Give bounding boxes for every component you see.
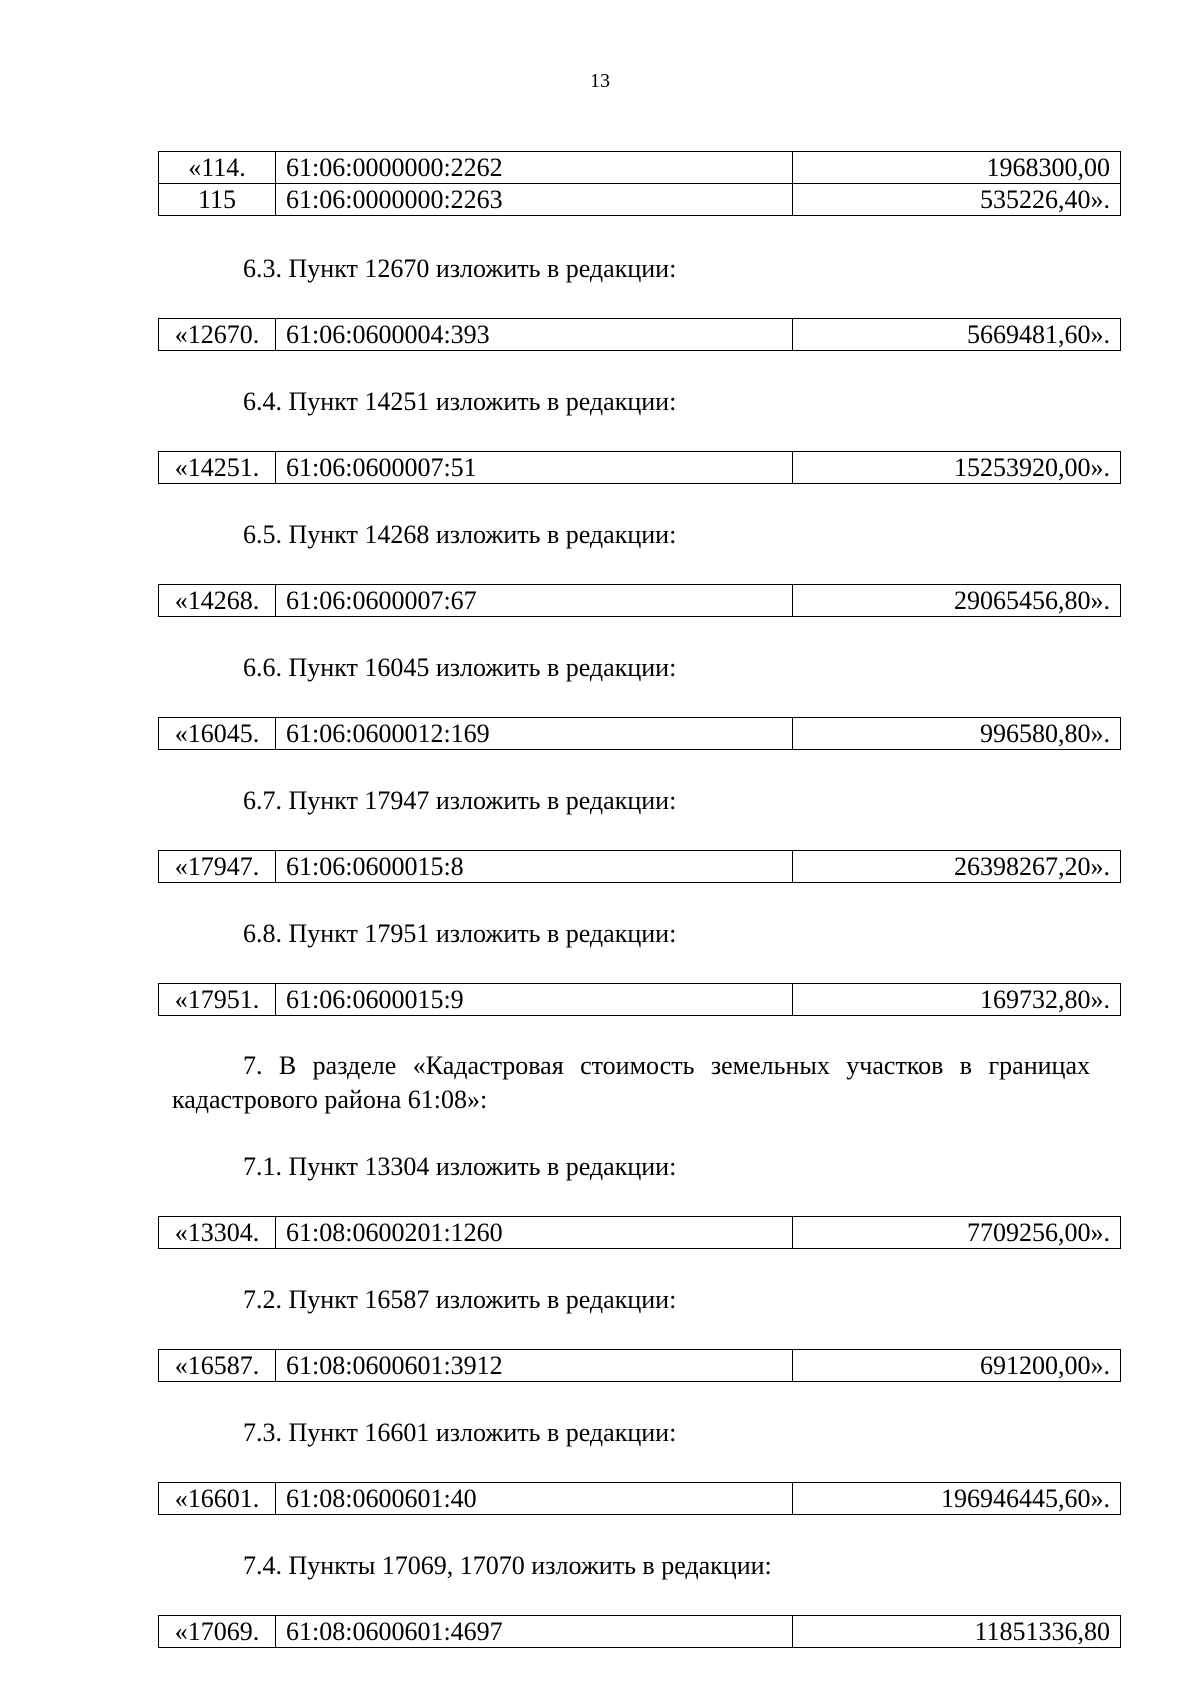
cadastral-number: 61:06:0600004:393	[276, 319, 793, 351]
paragraph-6-5: 6.5. Пункт 14268 изложить в редакции:	[243, 520, 677, 549]
cadastral-value: 196946445,60».	[793, 1483, 1121, 1515]
cadastral-table	[158, 1349, 1121, 1382]
table-row	[159, 452, 1121, 484]
cadastral-table	[158, 584, 1121, 617]
cadastral-value: 7709256,00».	[793, 1217, 1121, 1249]
item-number: «13304.	[159, 1217, 276, 1249]
cadastral-table	[158, 1482, 1121, 1515]
page-number: 13	[590, 70, 610, 92]
cadastral-table	[158, 451, 1121, 484]
item-number: «14268.	[159, 585, 276, 617]
cadastral-value: 996580,80».	[793, 718, 1121, 750]
table-row	[159, 1483, 1121, 1515]
cadastral-table	[158, 850, 1121, 883]
cadastral-table	[158, 318, 1121, 351]
table-row	[159, 184, 1121, 216]
cadastral-number: 61:06:0600015:8	[276, 851, 793, 883]
paragraph-6-7: 6.7. Пункт 17947 изложить в редакции:	[243, 786, 677, 815]
cadastral-value: 535226,40».	[793, 184, 1121, 216]
cadastral-number: 61:06:0600015:9	[276, 984, 793, 1016]
table-row	[159, 152, 1121, 184]
item-number: «16045.	[159, 718, 276, 750]
cadastral-value: 15253920,00».	[793, 452, 1121, 484]
paragraph-7-3: 7.3. Пункт 16601 изложить в редакции:	[243, 1418, 677, 1447]
paragraph-7-1: 7.1. Пункт 13304 изложить в редакции:	[243, 1152, 677, 1181]
cadastral-number: 61:08:0600601:40	[276, 1483, 793, 1515]
cadastral-value: 169732,80».	[793, 984, 1121, 1016]
cadastral-number: 61:08:0600201:1260	[276, 1217, 793, 1249]
paragraph-7-line-2: кадастрового района 61:08»:	[172, 1085, 488, 1114]
cadastral-number: 61:06:0000000:2262	[276, 152, 793, 184]
paragraph-6-4: 6.4. Пункт 14251 изложить в редакции:	[243, 387, 677, 416]
item-number: «17951.	[159, 984, 276, 1016]
table-row	[159, 851, 1121, 883]
table-row	[159, 1350, 1121, 1382]
paragraph-7-line-1: 7. В разделе «Кадастровая стоимость земельных участков в границах	[243, 1051, 1090, 1080]
cadastral-table	[158, 151, 1121, 216]
table-row	[159, 585, 1121, 617]
paragraph-7-4: 7.4. Пункты 17069, 17070 изложить в редакции:	[243, 1551, 772, 1580]
paragraph-6-6: 6.6. Пункт 16045 изложить в редакции:	[243, 653, 677, 682]
cadastral-table	[158, 983, 1121, 1016]
item-number: «12670.	[159, 319, 276, 351]
paragraph-7-2: 7.2. Пункт 16587 изложить в редакции:	[243, 1285, 677, 1314]
item-number: «14251.	[159, 452, 276, 484]
cadastral-value: 1968300,00	[793, 152, 1121, 184]
item-number: «17069.	[159, 1616, 276, 1648]
cadastral-value: 29065456,80».	[793, 585, 1121, 617]
cadastral-table	[158, 1615, 1121, 1648]
table-row	[159, 984, 1121, 1016]
item-number: 115	[159, 184, 276, 216]
cadastral-number: 61:06:0000000:2263	[276, 184, 793, 216]
item-number: «114.	[159, 152, 276, 184]
cadastral-value: 691200,00».	[793, 1350, 1121, 1382]
cadastral-value: 11851336,80	[793, 1616, 1121, 1648]
paragraph-6-8: 6.8. Пункт 17951 изложить в редакции:	[243, 919, 677, 948]
paragraph-7	[172, 1049, 1090, 1117]
item-number: «16587.	[159, 1350, 276, 1382]
cadastral-table	[158, 717, 1121, 750]
cadastral-value: 26398267,20».	[793, 851, 1121, 883]
table-row	[159, 1217, 1121, 1249]
cadastral-number: 61:06:0600007:51	[276, 452, 793, 484]
paragraph-6-3: 6.3. Пункт 12670 изложить в редакции:	[243, 254, 677, 283]
cadastral-number: 61:06:0600007:67	[276, 585, 793, 617]
cadastral-value: 5669481,60».	[793, 319, 1121, 351]
cadastral-number: 61:08:0600601:3912	[276, 1350, 793, 1382]
table-row	[159, 319, 1121, 351]
table-row	[159, 1616, 1121, 1648]
item-number: «17947.	[159, 851, 276, 883]
table-row	[159, 718, 1121, 750]
item-number: «16601.	[159, 1483, 276, 1515]
cadastral-number: 61:06:0600012:169	[276, 718, 793, 750]
cadastral-number: 61:08:0600601:4697	[276, 1616, 793, 1648]
cadastral-table	[158, 1216, 1121, 1249]
